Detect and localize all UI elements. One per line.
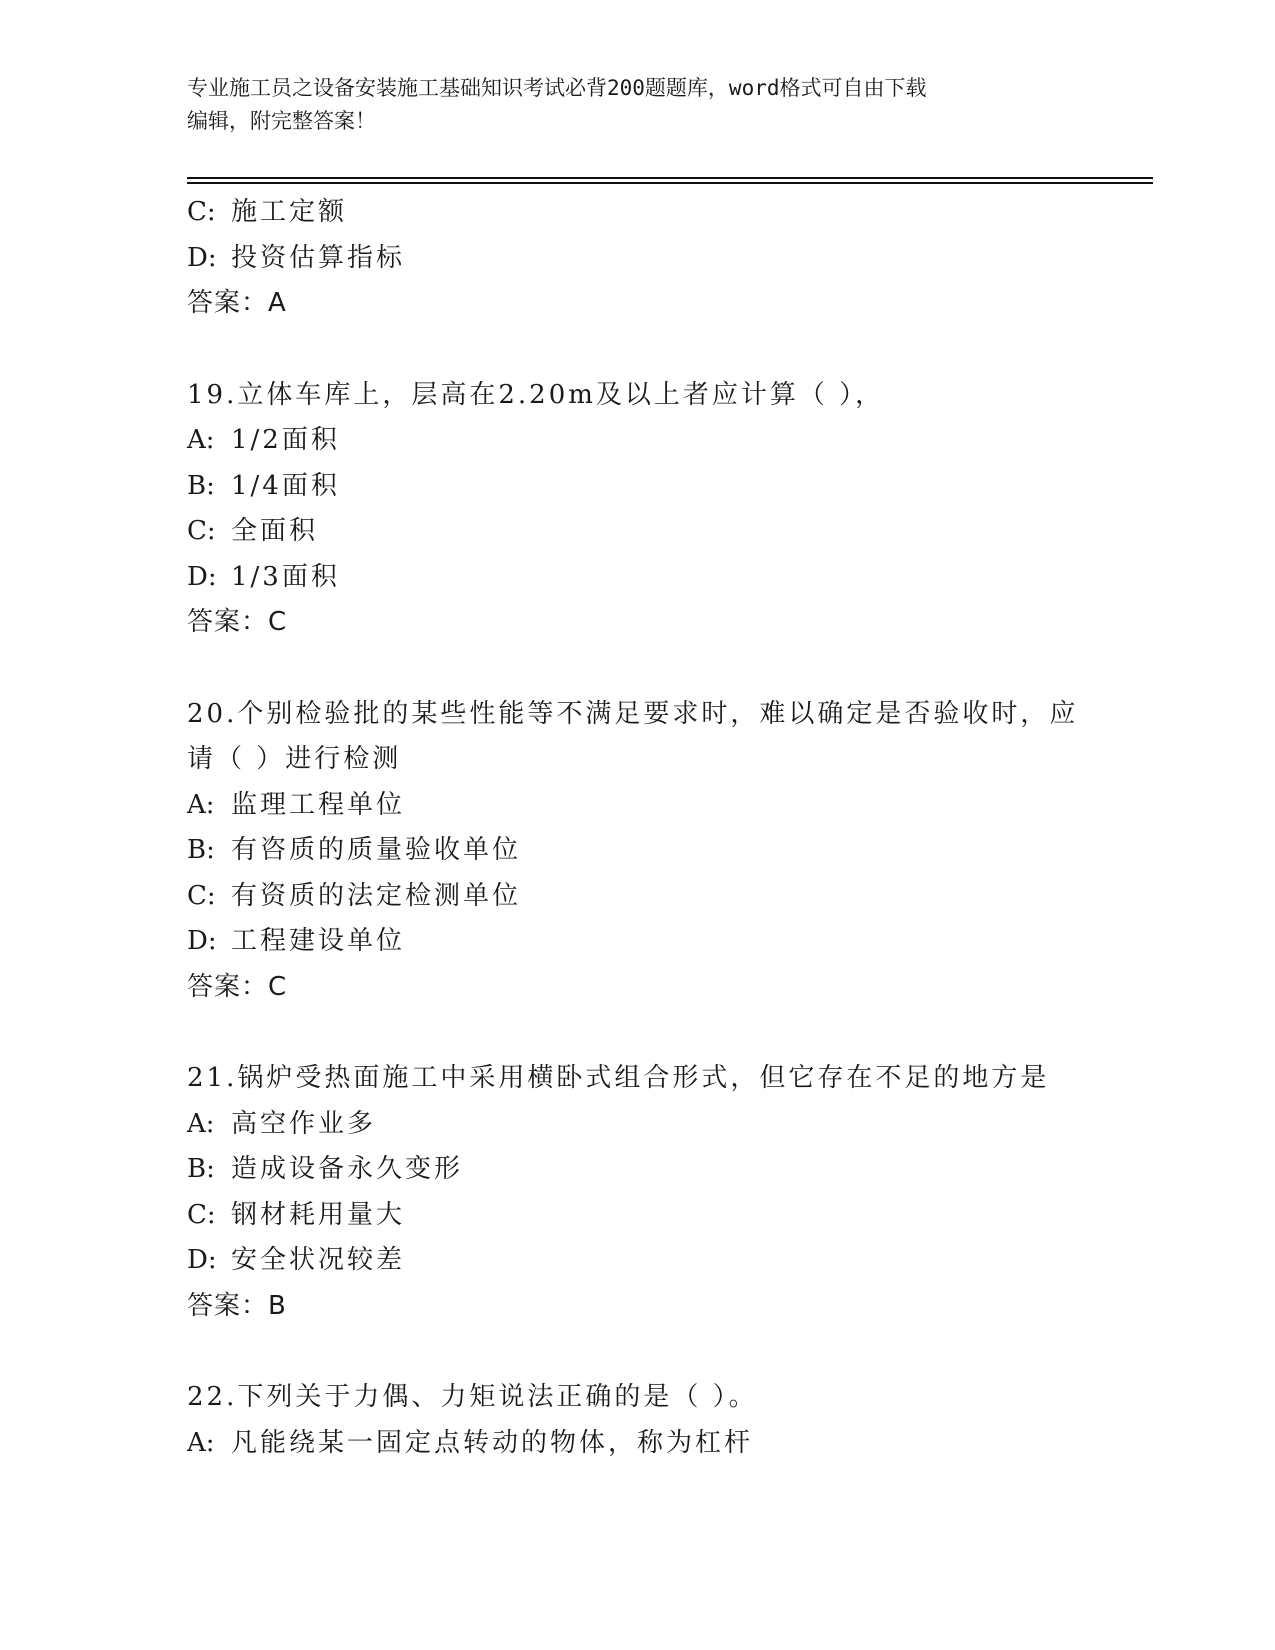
question-list	[187, 190, 1087, 1466]
option-text: 1/2面积	[231, 425, 340, 455]
option-key: D:	[187, 242, 217, 273]
answer-line: 答案：C	[187, 607, 288, 637]
spacer	[187, 1010, 1087, 1056]
option-text: 有咨质的质量验收单位	[231, 835, 522, 865]
option-text: 全面积	[231, 516, 319, 546]
option-key: C:	[187, 516, 216, 546]
option-key: A:	[187, 1427, 215, 1458]
option-d	[187, 555, 1087, 601]
option-c	[187, 190, 1087, 236]
option-c	[187, 1193, 1087, 1239]
header-title-line-1: 专业施工员之设备安装施工基础知识考试必背200题题库，word格式可自由下载	[187, 76, 927, 100]
option-key: B:	[187, 470, 215, 501]
option-text: 钢材耗用量大	[231, 1199, 406, 1230]
option-key: A:	[187, 789, 215, 820]
answer-line: 答案：C	[187, 971, 288, 1002]
option-c	[187, 874, 1087, 920]
option-key: C:	[187, 880, 216, 911]
option-d	[187, 1238, 1087, 1284]
question-block-18	[187, 190, 1087, 327]
option-d	[187, 236, 1087, 282]
option-a	[187, 1102, 1087, 1148]
option-c	[187, 509, 1087, 555]
option-a	[187, 1421, 1087, 1467]
question-stem-continued: 请（ ）进行检测	[187, 744, 402, 774]
option-text: 造成设备永久变形	[231, 1154, 464, 1184]
question-block-21	[187, 1056, 1087, 1329]
answer-line: 答案：B	[187, 1290, 287, 1321]
option-a	[187, 418, 1087, 464]
question-stem: 21.锅炉受热面施工中采用横卧式组合形式，但它存在不足的地方是	[187, 1063, 1050, 1093]
spacer	[187, 327, 1087, 373]
option-text: 工程建设单位	[231, 926, 406, 956]
option-text: 1/4面积	[231, 470, 340, 501]
option-key: A:	[187, 1108, 215, 1139]
option-key: B:	[187, 1154, 215, 1184]
answer-line: 答案：A	[187, 288, 287, 318]
option-text: 有资质的法定检测单位	[231, 880, 522, 911]
option-text: 监理工程单位	[231, 789, 406, 820]
option-text: 凡能绕某一固定点转动的物体，称为杠杆	[231, 1427, 754, 1458]
spacer	[187, 646, 1087, 692]
question-block-22	[187, 1375, 1087, 1466]
option-key: C:	[187, 1199, 216, 1230]
header-title-line-2: 编辑，附完整答案！	[187, 109, 376, 133]
option-text: 安全状况较差	[231, 1245, 406, 1275]
option-b	[187, 828, 1087, 874]
question-block-19	[187, 373, 1087, 646]
option-key: D:	[187, 561, 217, 592]
option-b	[187, 464, 1087, 510]
option-d	[187, 919, 1087, 965]
option-key: B:	[187, 835, 215, 865]
document-header	[187, 72, 1087, 138]
question-block-20	[187, 692, 1087, 1011]
question-stem: 22.下列关于力偶、力矩说法正确的是（ ）。	[187, 1382, 758, 1412]
question-stem: 20.个别检验批的某些性能等不满足要求时，难以确定是否验收时，应	[187, 698, 1079, 729]
option-text: 施工定额	[231, 197, 348, 227]
header-divider-top	[187, 177, 1153, 179]
option-b	[187, 1147, 1087, 1193]
option-a	[187, 783, 1087, 829]
spacer	[187, 1329, 1087, 1375]
option-text: 1/3面积	[231, 561, 340, 592]
question-stem: 19.立体车库上，层高在2.20m及以上者应计算（ ），	[187, 379, 885, 410]
option-key: D:	[187, 1245, 217, 1275]
header-divider-bottom	[187, 182, 1153, 184]
option-key: C:	[187, 197, 216, 227]
option-text: 投资估算指标	[231, 242, 406, 273]
option-key: A:	[187, 425, 215, 455]
option-text: 高空作业多	[231, 1108, 377, 1139]
option-key: D:	[187, 926, 217, 956]
